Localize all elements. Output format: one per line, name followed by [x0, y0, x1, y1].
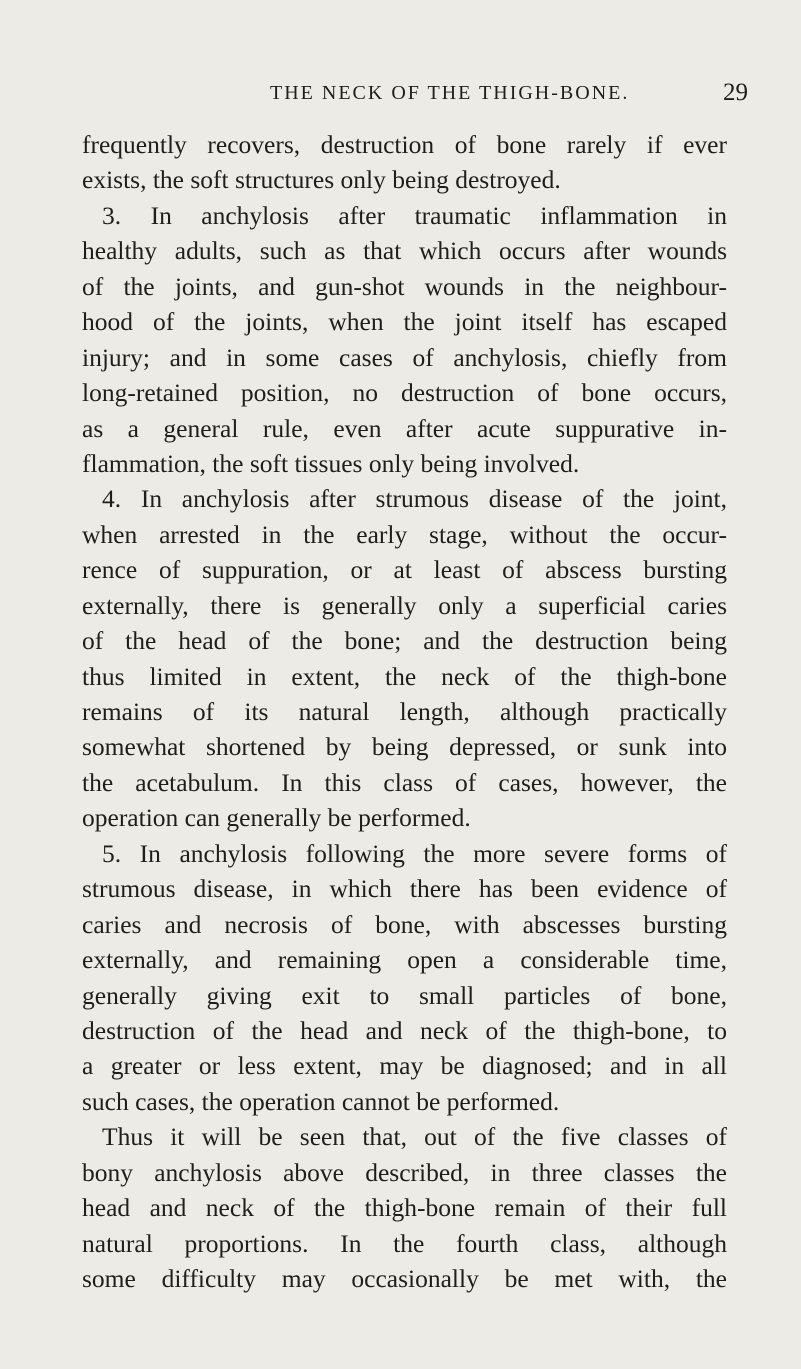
text-line: Thus it will be seen that, out of the five classes of: [102, 1122, 727, 1152]
running-head-title: THE NECK OF THE THIGH-BONE.: [270, 82, 630, 104]
text-line: injury; and in some cases of anchylosis, chiefly from: [82, 342, 727, 372]
text-line: exists, the soft structures only being destroyed.: [82, 165, 561, 195]
text-line: such cases, the operation cannot be performed.: [82, 1086, 560, 1116]
text-line: somewhat shortened by being depressed, or sunk into: [82, 732, 727, 762]
text-line: operation can generally be performed.: [82, 803, 471, 833]
text-line: of the head of the bone; and the destruction being: [82, 626, 727, 656]
text-line: of the joints, and gun-shot wounds in the neighbour-: [82, 271, 727, 301]
text-line: natural proportions. In the fourth class, although: [82, 1228, 727, 1258]
text-line: thus limited in extent, the neck of the thigh-bone: [82, 661, 727, 691]
text-line: remains of its natural length, although practically: [82, 697, 727, 726]
text-line: 3. In anchylosis after traumatic inflammation in: [102, 200, 727, 230]
text-line: caries and necrosis of bone, with abscesses bursting: [82, 909, 727, 939]
text-line: as a general rule, even after acute suppurative in-: [82, 413, 727, 443]
text-line: bony anchylosis above described, in three classes the: [82, 1157, 727, 1187]
text-line: long-retained position, no destruction of bone occurs,: [82, 378, 727, 408]
text-line: externally, and remaining open a considerable time,: [82, 945, 727, 975]
text-line: frequently recovers, destruction of bone rarely if ever: [82, 130, 727, 159]
text-line: a greater or less extent, may be diagnosed; and in all: [82, 1051, 727, 1081]
text-line: head and neck of the thigh-bone remain of their full: [82, 1193, 727, 1223]
text-line: externally, there is generally only a superficial caries: [82, 590, 727, 620]
text-line: strumous disease, in which there has been evidence of: [82, 874, 727, 904]
text-line: generally giving exit to small particles of bone,: [82, 980, 727, 1010]
text-line: destruction of the head and neck of the thigh-bone, to: [82, 1015, 727, 1045]
text-line: rence of suppuration, or at least of abscess bursting: [82, 555, 727, 585]
running-head: [60, 76, 748, 110]
text-line: healthy adults, such as that which occurs after wounds: [82, 236, 727, 266]
text-line: when arrested in the early stage, without the occur-: [82, 519, 727, 549]
text-line: some difficulty may occasionally be met with, the: [82, 1264, 727, 1293]
page-number: 29: [723, 79, 748, 106]
text-line: flammation, the soft tissues only being involved.: [82, 448, 580, 478]
text-line: 5. In anchylosis following the more severe forms of: [102, 838, 727, 868]
text-line: the acetabulum. In this class of cases, however, the: [82, 767, 727, 797]
text-line: 4. In anchylosis after strumous disease of the joint,: [102, 484, 727, 514]
text-line: hood of the joints, when the joint itself has escaped: [82, 307, 727, 337]
body-text: [82, 127, 727, 1296]
